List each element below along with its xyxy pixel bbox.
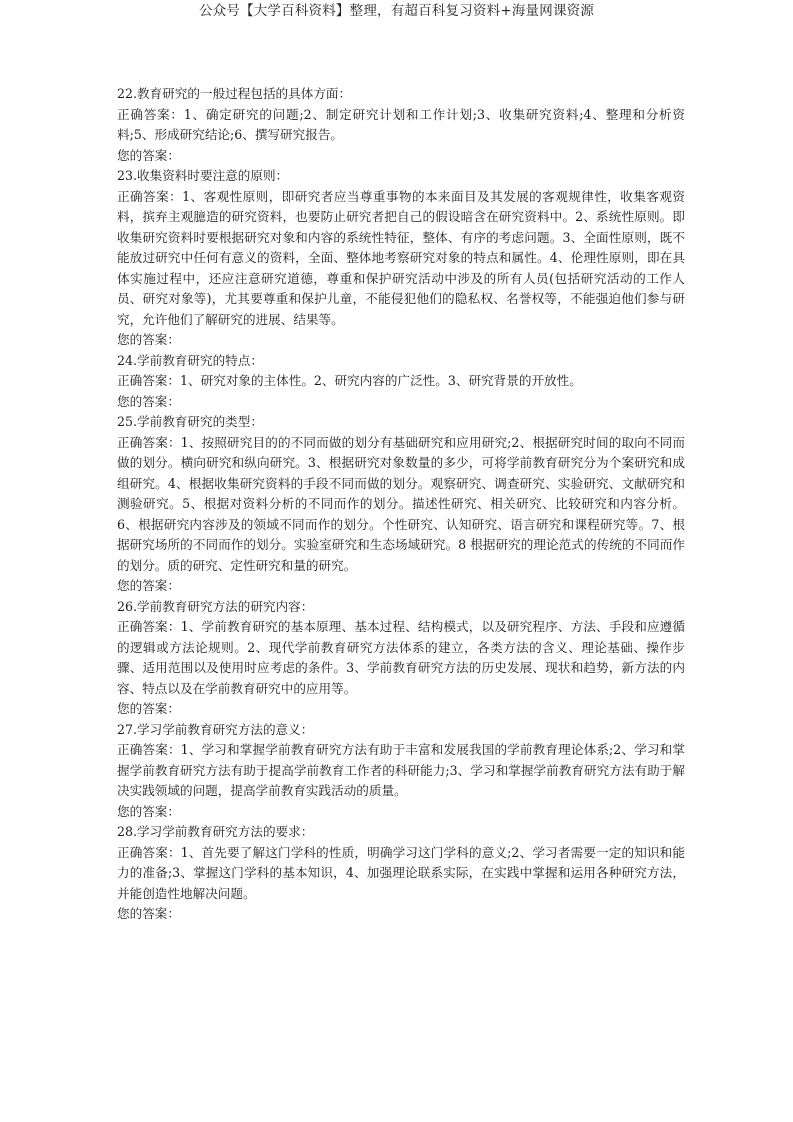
correct-answer-text: 正确答案：1、确定研究的问题;2、制定研究计划和工作计划;3、收集研究资料;4、整理和分析资料;5、形成研究结论;6、撰写研究报告。 (117, 106, 685, 142)
correct-answer-text: 正确答案：1、学习和掌握学前教育研究方法有助于丰富和发展我国的学前教育理论体系;2、学习和掌握学前教育研究方法有助于提高学前教育工作者的科研能力;3、学习和掌握学前教育研究方法有助于解决实践领域的问题，提高学前教育实践活动的质量。 (117, 742, 685, 798)
correct-answer-text: 正确答案：1、首先要了解这门学科的性质，明确学习这门学科的意义;2、学习者需要一定的知识和能力的准备;3、掌握这门学科的基本知识，4、加强理论联系实际，在实践中掌握和运用各种研究方法，并能创造性地解决问题。 (117, 844, 685, 901)
your-answer-label: 您的答案： (117, 701, 180, 716)
your-answer-label: 您的答案： (117, 578, 180, 593)
qa-item (117, 351, 685, 413)
correct-answer-text: 正确答案：1、学前教育研究的基本原理、基本过程、结构模式，以及研究程序、方法、手段和应遵循的逻辑或方法论规则。2、现代学前教育研究方法体系的建立，各类方法的含义、理论基础、操作步骤、适用范围以及使用时应考虑的条件。3、学前教育研究方法的历史发展、现状和趋势，新方法的内容、特点以及在学前教育研究中的应用等。 (117, 619, 685, 696)
correct-answer-text: 正确答案：1、客观性原则，即研究者应当尊重事物的本来面目及其发展的客观规律性，收集客观资料，摈弃主观臆造的研究资料，也要防止研究者把自己的假设暗含在研究资料中。2、系统性原则。即收集研究资料时要根据研究对象和内容的系统性特征，整体、有序的考虑问题。3、全面性原则，既不能放过研究中任何有意义的资料，全面、整体地考察研究对象的特点和属性。4、伦理性原则，即在具体实施过程中，还应注意研究道德，尊重和保护研究活动中涉及的所有人员(包括研究活动的工作人员、研究对象等)，尤其要尊重和保护儿童，不能侵犯他们的隐私权、名誉权等，不能强迫他们参与研究，允许他们了解研究的进展、结果等。 (117, 188, 685, 327)
question-text: 26.学前教育研究方法的研究内容： (117, 598, 314, 614)
qa-item (117, 166, 685, 351)
your-answer-label: 您的答案： (117, 906, 180, 921)
your-answer-label: 您的答案： (117, 803, 180, 819)
qa-item (117, 84, 685, 166)
qa-item (117, 412, 685, 597)
your-answer-label: 您的答案： (117, 332, 180, 347)
your-answer-label: 您的答案： (117, 147, 180, 163)
question-text: 24.学前教育研究的特点： (117, 352, 263, 368)
page-header: 公众号【大学百科资料】整理，有超百科复习资料+海量网课资源 (198, 3, 595, 19)
your-answer-label: 您的答案： (117, 393, 180, 409)
correct-answer-text: 正确答案：1、按照研究目的的不同而做的划分有基础研究和应用研究;2、根据研究时间的取向不同而做的划分。横向研究和纵向研究。3、根据研究对象数量的多少，可将学前教育研究分为个案研究和成组研究。4、根据收集研究资料的手段不同而做的划分。观察研究、调查研究、实验研究、文献研究和测验研究。5、根据对资料分析的不同而作的划分。描述性研究、相关研究、比较研究和内容分析。6、根据研究内容涉及的领域不同而作的划分。个性研究、认知研究、语言研究和课程研究等。7、根据研究场所的不同而作的划分。实验室研究和生态场域研究。8 根据研究的理论范式的传统的不同而作的划分。质的研究、定性研究和量的研究。 (117, 434, 685, 573)
qa-item (117, 597, 685, 720)
question-text: 28.学习学前教育研究方法的要求： (117, 824, 314, 839)
qa-list (117, 84, 685, 925)
qa-item (117, 720, 685, 823)
question-text: 25.学前教育研究的类型： (117, 414, 263, 429)
question-text: 22.教育研究的一般过程包括的具体方面： (117, 86, 352, 101)
question-text: 23.收集资料时要注意的原则： (117, 168, 289, 183)
qa-item (117, 822, 685, 925)
question-text: 27.学习学前教育研究方法的意义： (117, 721, 314, 737)
correct-answer-text: 正确答案：1、研究对象的主体性。2、研究内容的广泛性。3、研究背景的开放性。 (117, 373, 582, 388)
